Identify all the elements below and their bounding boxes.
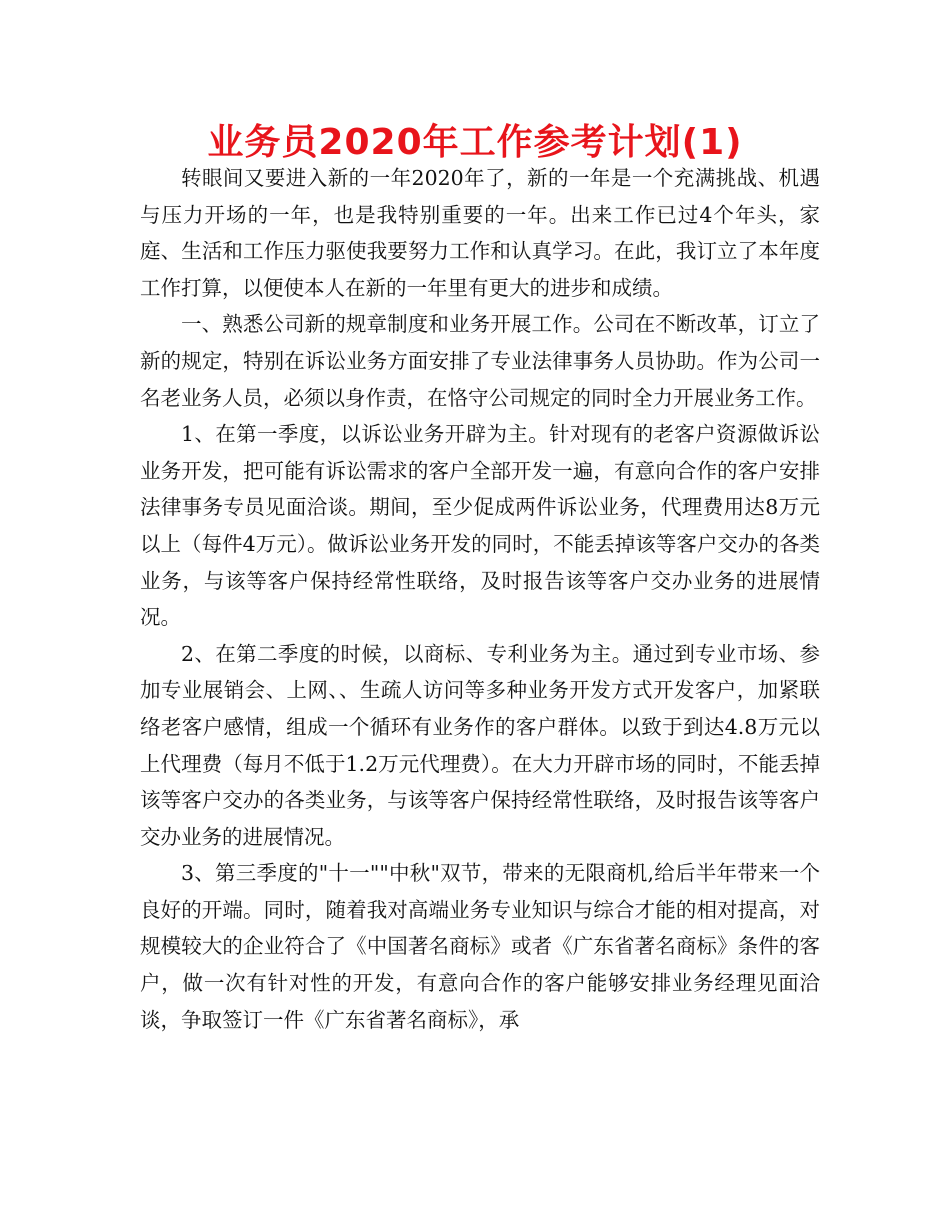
document-body	[140, 160, 820, 1038]
paragraph-quarter-3: 3、第三季度的"十一""中秋"双节，带来的无限商机,给后半年带来一个良好的开端。同时，随着我对高端业务专业知识与综合才能的相对提高，对规模较大的企业符合了《中国著名商标》或者《广东省著名商标》条件的客户，做一次有针对性的开发，有意向合作的客户能够安排业务经理见面洽谈，争取签订一件《广东省著名商标》，承	[140, 861, 820, 1032]
paragraph-quarter-1: 1、在第一季度，以诉讼业务开辟为主。针对现有的老客户资源做诉讼业务开发，把可能有诉讼需求的客户全部开发一遍，有意向合作的客户安排法律事务专员见面洽谈。期间，至少促成两件诉讼业务，代理费用达8万元以上（每件4万元）。做诉讼业务开发的同时，不能丢掉该等客户交办的各类业务，与该等客户保持经常性联络，及时报告该等客户交办业务的进展情况。	[140, 422, 820, 630]
paragraph-intro: 转眼间又要进入新的一年2020年了，新的一年是一个充满挑战、机遇与压力开场的一年，也是我特别重要的一年。出来工作已过4个年头，家庭、生活和工作压力驱使我要努力工作和认真学习。在此，我订立了本年度工作打算，以便使本人在新的一年里有更大的进步和成绩。	[140, 166, 820, 300]
paragraph-section-1: 一、熟悉公司新的规章制度和业务开展工作。公司在不断改革，订立了新的规定，特别在诉讼业务方面安排了专业法律事务人员协助。作为公司一名老业务人员，必须以身作责，在恪守公司规定的同时全力开展业务工作。	[140, 312, 820, 410]
paragraph-quarter-2: 2、在第二季度的时候，以商标、专利业务为主。通过到专业市场、参加专业展销会、上网、、生疏人访问等多种业务开发方式开发客户，加紧联络老客户感情，组成一个循环有业务作的客户群体。以致于到达4.8万元以上代理费（每月不低于1.2万元代理费）。在大力开辟市场的同时，不能丢掉该等客户交办的各类业务，与该等客户保持经常性联络，及时报告该等客户交办业务的进展情况。	[140, 641, 820, 849]
document-title: 业务员2020年工作参考计划(1)	[207, 122, 743, 163]
